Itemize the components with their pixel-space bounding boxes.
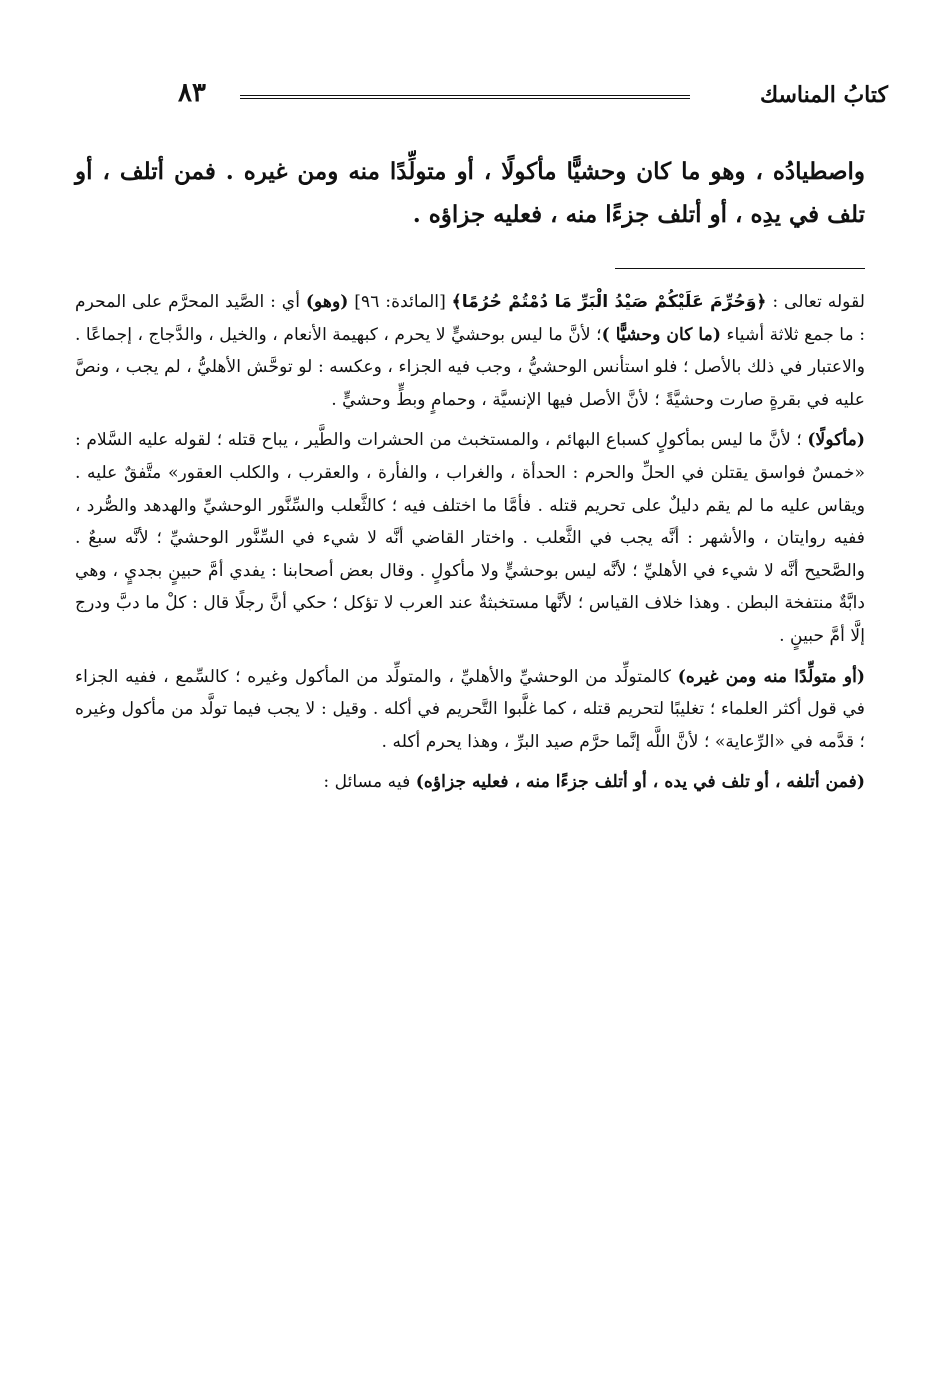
page-header: [150, 78, 890, 118]
main-text: واصطيادُه ، وهو ما كان وحشيًّا مأكولًا ، أو متولِّدًا منه ومن غيره . فمن أتلف ، أو تلف في يدِه ، أو أتلف جزءًا منه ، فعليه جزاؤه .: [75, 158, 865, 228]
footnote-rule: [615, 268, 865, 269]
commentary-paragraph-3: (أو متولِّدًا منه ومن غيره) كالمتولِّد من الوحشيِّ والأهليِّ ، والمتولِّد من المأكول وغيره ؛ كالسِّمع ، ففيه الجزاء في قول أكثر العلماء ؛ تغليبًا لتحريم قتله ، كما غلَّبوا التَّحريم في أكله . وقيل : لا يجب فيما تولَّد من مأكول وغيره ؛ قدَّمه في «الرِّعاية» ؛ لأنَّ اللَّه إنَّما حرَّم صيد البرِّ ، وهذا يحرم أكله .: [75, 666, 865, 752]
commentary-paragraph-1: لقوله تعالى : ﴿وَحُرِّمَ عَلَيْكُمْ صَيْدُ الْبَرِّ مَا دُمْتُمْ حُرُمًا﴾ [المائدة: ٩٦] (وهو) أي : الصَّيد المحرَّم على المحرم : ما جمع ثلاثة أشياء (ما كان وحشيًّا )؛ لأنَّ ما ليس بوحشيٍّ لا يحرم ، كبهيمة الأنعام ، والخيل ، والدَّجاج ، إجماعًا . والاعتبار في ذلك بالأصل ؛ فلو استأنس الوحشيُّ ، وجب فيه الجزاء ، وعكسه : لو توحَّش الأهليُّ ، لم يجب ، ونصَّ عليه في بقرةٍ صارت وحشيَّةً ؛ لأنَّ الأصل فيها الإنسيَّة ، وحمامٍ وبطٍّ وحشيٍّ .: [75, 292, 865, 410]
page-number: ٨٣: [178, 78, 206, 108]
matn-quote: (وهو): [305, 292, 349, 312]
matn-quote: (فمن أتلفه ، أو تلف في يده ، أو أتلف جزءًا منه ، فعليه جزاؤه): [415, 772, 865, 793]
matn-quote: (أو متولِّدًا منه ومن غيره): [677, 666, 865, 687]
commentary: [75, 286, 865, 807]
chapter-title: كتابُ المناسك: [759, 82, 888, 108]
commentary-paragraph-2: (مأكولًا) ؛ لأنَّ ما ليس بمأكولٍ كسباع البهائم ، والمستخبث من الحشرات والطَّير ، يباح قتله ؛ لقوله عليه السَّلام : «خمسٌ فواسق يقتلن في الحلِّ والحرم : الحدأة ، والغراب ، والفأرة ، والعقرب ، والكلب العقور» متَّفقٌ عليه . ويقاس عليه ما لم يقم دليلٌ على تحريم قتله . فأمَّا ما اختلف فيه ؛ كالثَّعلب والسِّنَّور الوحشيِّ والهدهد والصُّرد ، ففيه روايتان ، والأشهر : أنَّه يجب في الثَّعلب . واختار القاضي أنَّه لا شيء في السِّنَّور الوحشيِّ ؛ لأنَّه سبعٌ . والصَّحيح أنَّه لا شيء في الأهليِّ ؛ لأنَّه ليس بوحشيٍّ ولا مأكولٍ . وقال بعض أصحابنا : يفدي أمَّ حبينٍ بجديٍ ، وهي دابَّةٌ منتفخة البطن . وهذا خلاف القياس ؛ لأنَّها مستخبثةٌ عند العرب لا تؤكل ؛ حكي أنَّ رجلًا قال : كلْ ما دبَّ ودرج إلَّا أمَّ حبينٍ .: [75, 430, 865, 646]
commentary-paragraph-4: (فمن أتلفه ، أو تلف في يده ، أو أتلف جزءًا منه ، فعليه جزاؤه) فيه مسائل :: [323, 772, 865, 793]
matn-quote: (مأكولًا): [807, 430, 865, 451]
quran-quote: ﴿وَحُرِّمَ عَلَيْكُمْ صَيْدُ الْبَرِّ مَا دُمْتُمْ حُرُمًا﴾: [451, 292, 767, 312]
header-rule: [240, 95, 690, 99]
matn-quote: (ما كان وحشيًّا ): [601, 324, 722, 345]
